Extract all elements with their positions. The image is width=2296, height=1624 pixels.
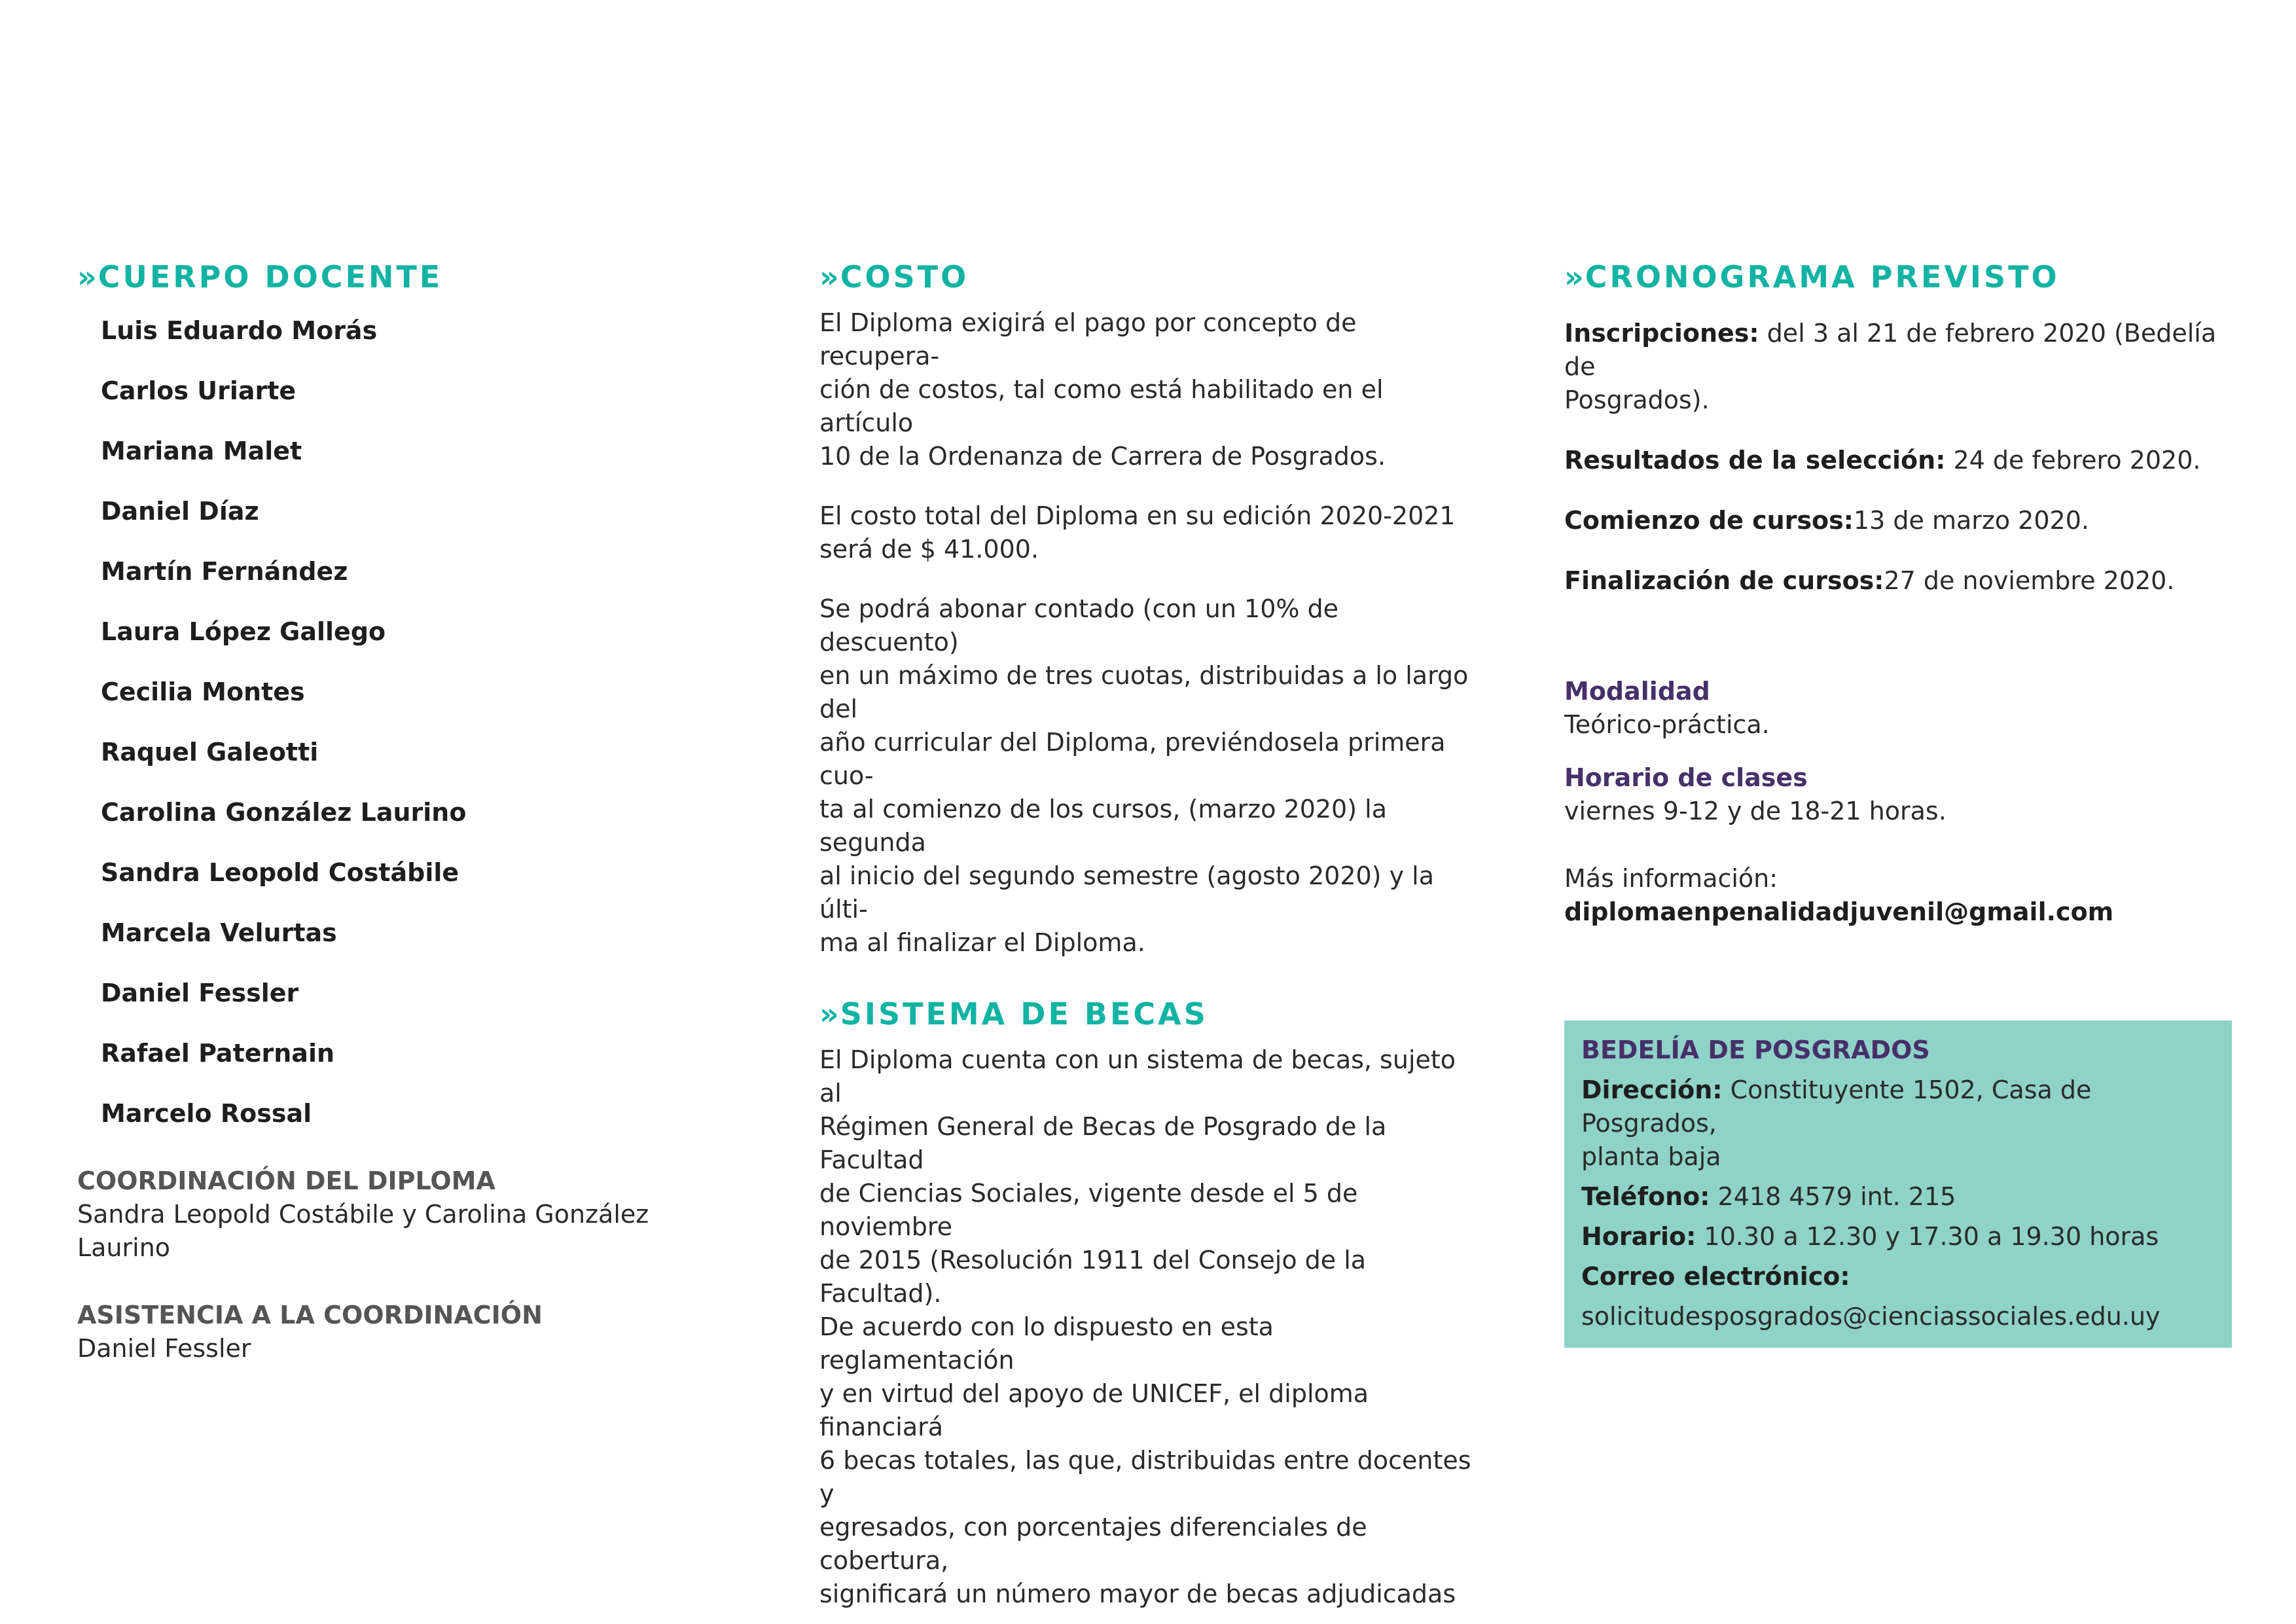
coordination-heading: COORDINACIÓN DEL DIPLOMA (77, 1166, 495, 1195)
costo-paragraph: Se podrá abonar contado (con un 10% de descuento) en un máximo de tres cuotas, distribuidas a lo largo del año curricular del Diploma, previéndosela primera cuo- ta al comienzo de los cursos, (marzo 2020) la segunda al inicio del segundo semestre (agosto 2020) y la últi- ma al finalizar el Diploma. (819, 594, 1469, 957)
schedule-label: Resultados de la selección: (1564, 446, 1946, 475)
more-info-label: Más información: (1564, 864, 1778, 893)
contact-email-link[interactable]: diplomaenpenalidadjuvenil@gmail.com (1564, 897, 2114, 926)
faculty-member: Daniel Díaz (101, 497, 259, 526)
costo-title (819, 259, 1474, 295)
schedule-item (1564, 444, 2238, 477)
becas-paragraph: El Diploma cuenta con un sistema de becas, sujeto al Régimen General de Becas de Posgrado de la Facultad de Ciencias Sociales, vigente desde el 5 de noviembre de 2015 (Resolución 1911 del Consejo de la Facultad). De acuerdo con lo dispuesto en esta reglamentación y en virtud del apoyo de UNICEF, el diploma financiará 6 becas totales, las que, distribuidas entre docentes y egresados, con porcentajes diferenciales de cobertura, significará un número mayor de becas adjudicadas (819, 1045, 1471, 1608)
costo-title-text: COSTO (840, 259, 969, 295)
coordination-block (77, 1164, 732, 1265)
schedule-value: del 3 al 21 de febrero 2020 (Bedelía de Posgrados). (1564, 319, 2217, 414)
email-label: Correo electrónico: (1581, 1262, 1850, 1291)
schedule-label: Comienzo de cursos: (1564, 506, 1854, 535)
bedelia-address (1581, 1074, 2215, 1174)
becas-title-text: SISTEMA DE BECAS (840, 996, 1208, 1032)
schedule-value: 27 de noviembre 2020. (1884, 566, 2175, 595)
faculty-member: Raquel Galeotti (101, 738, 319, 767)
faculty-list (101, 314, 732, 1130)
faculty-member: Carlos Uriarte (101, 376, 296, 405)
more-info (1564, 862, 2238, 929)
horario-heading: Horario de clases (1564, 763, 1808, 792)
schedule-label: Finalización de cursos: (1564, 566, 1884, 595)
chevron-mark-icon: » (819, 996, 839, 1032)
bedelia-email-link[interactable]: solicitudesposgrados@cienciassociales.edu.uy (1581, 1302, 2161, 1331)
schedule-value: 24 de febrero 2020. (1945, 446, 2201, 475)
bedelia-title: BEDELÍA DE POSGRADOS (1581, 1036, 1930, 1064)
faculty-member: Sandra Leopold Costábile (101, 858, 459, 887)
middle-column (819, 259, 1474, 1611)
coordination-text: Sandra Leopold Costábile y Carolina González Laurino (77, 1200, 649, 1262)
faculty-member: Daniel Fessler (101, 979, 299, 1007)
bedelia-info-box (1564, 1020, 2232, 1348)
chevron-mark-icon: » (1564, 259, 1584, 295)
horario-text: viernes 9-12 y de 18-21 horas. (1564, 797, 1946, 825)
schedule-value: 13 de marzo 2020. (1853, 506, 2089, 535)
faculty-member: Mariana Malet (101, 437, 302, 465)
modalidad-block (1564, 675, 2238, 742)
bedelia-email-value (1581, 1300, 2215, 1333)
costo-paragraph: El costo total del Diploma en su edición 2020-2021 será de $ 41.000. (819, 501, 1456, 564)
horario-block (1564, 761, 2238, 828)
becas-title (819, 996, 1474, 1032)
bedelia-phone (1581, 1180, 2215, 1214)
phone-label: Teléfono: (1581, 1182, 1710, 1211)
cuerpo-docente-title (77, 259, 732, 295)
cuerpo-docente-title-text: CUERPO DOCENTE (98, 259, 443, 295)
right-column (1564, 259, 2238, 1348)
faculty-member: Marcelo Rossal (101, 1099, 312, 1128)
hours-label: Horario: (1581, 1222, 1696, 1251)
chevron-mark-icon: » (819, 259, 839, 295)
faculty-member: Martín Fernández (101, 557, 348, 586)
schedule-item (1564, 317, 2238, 417)
modalidad-heading: Modalidad (1564, 677, 1710, 706)
assistance-text: Daniel Fessler (77, 1334, 251, 1363)
faculty-member: Laura López Gallego (101, 617, 386, 646)
faculty-member: Rafael Paternain (101, 1039, 335, 1068)
left-column (77, 259, 732, 1365)
schedule-label: Inscripciones: (1564, 319, 1759, 348)
phone-value: 2418 4579 int. 215 (1710, 1182, 1956, 1211)
schedule-item (1564, 564, 2238, 598)
faculty-member: Luis Eduardo Morás (101, 316, 378, 345)
assistance-heading: ASISTENCIA A LA COORDINACIÓN (77, 1301, 543, 1329)
bedelia-hours (1581, 1220, 2215, 1254)
chevron-mark-icon: » (77, 259, 97, 295)
address-value: Constituyente 1502, Casa de Posgrados, planta baja (1581, 1075, 2092, 1171)
faculty-member: Marcela Velurtas (101, 918, 337, 947)
cronograma-title (1564, 259, 2238, 295)
cronograma-title-text: CRONOGRAMA PREVISTO (1585, 259, 2060, 295)
modalidad-text: Teórico-práctica. (1564, 710, 1770, 739)
schedule-item (1564, 504, 2238, 537)
costo-paragraph: El Diploma exigirá el pago por concepto de recupera- ción de costos, tal como está habilitado en el artículo 10 de la Ordenanza de Carrera de Posgrados. (819, 308, 1386, 471)
faculty-member: Carolina González Laurino (101, 798, 467, 827)
address-label: Dirección: (1581, 1075, 1723, 1104)
bedelia-email (1581, 1260, 2215, 1293)
faculty-member: Cecilia Montes (101, 677, 305, 706)
assistance-block (77, 1299, 732, 1365)
hours-value: 10.30 a 12.30 y 17.30 a 19.30 horas (1696, 1222, 2159, 1251)
